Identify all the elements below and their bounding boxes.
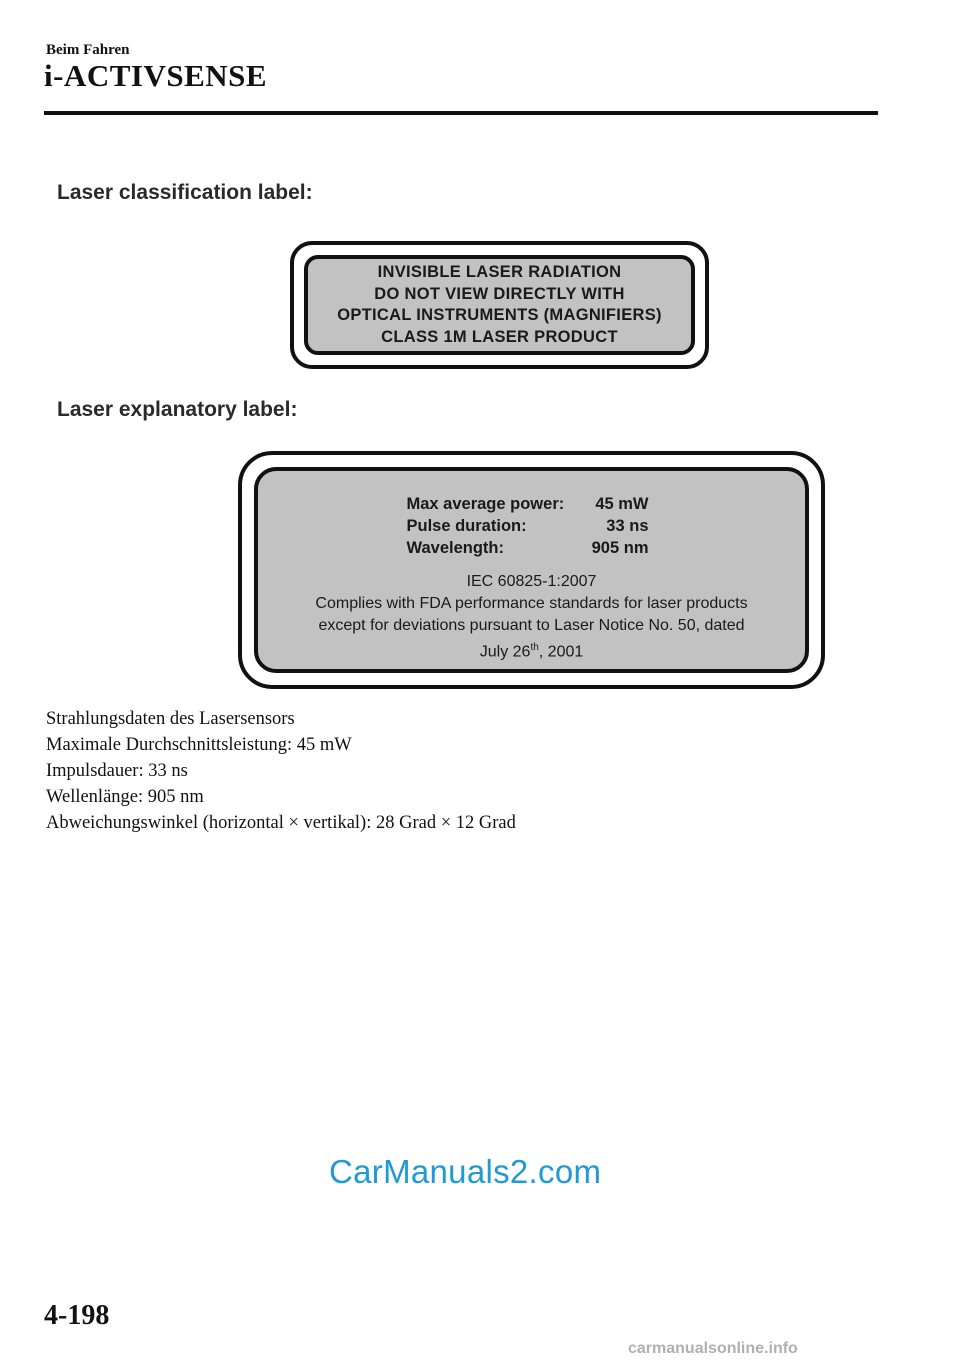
classification-line: INVISIBLE LASER RADIATION — [377, 263, 622, 281]
classification-line: OPTICAL INSTRUMENTS (MAGNIFIERS) — [337, 306, 662, 324]
body-line: Abweichungswinkel (horizontal × vertikal): 28 Grad × 12 Grad — [46, 813, 516, 833]
spec-value: 33 ns — [606, 517, 649, 535]
spec-row-pulse — [407, 515, 657, 537]
body-line: Wellenlänge: 905 nm — [46, 787, 204, 807]
spec-key: Pulse duration: — [406, 517, 527, 535]
section-label: Beim Fahren — [46, 42, 130, 58]
date-prefix: July 26 — [479, 643, 531, 661]
explanatory-label-panel — [254, 467, 809, 673]
explanatory-label-caption: Laser explanatory label: — [57, 398, 298, 421]
spec-value: 45 mW — [595, 495, 649, 513]
watermark: CarManuals2.com — [329, 1153, 602, 1190]
radiation-data-text — [46, 706, 516, 836]
compliance-line: except for deviations pursuant to Laser Notice No. 50, dated — [318, 617, 745, 634]
spec-key: Max average power: — [406, 495, 565, 513]
body-line: Maximale Durchschnittsleistung: 45 mW — [46, 735, 352, 755]
classification-line: DO NOT VIEW DIRECTLY WITH — [374, 284, 625, 303]
compliance-line: Complies with FDA performance standards for laser products — [315, 595, 748, 612]
page-number: 4-198 — [44, 1300, 110, 1331]
spec-value: 905 nm — [591, 539, 649, 557]
spec-row-wavelength — [407, 537, 657, 559]
date-superscript: th — [530, 642, 539, 653]
classification-label-panel — [304, 255, 695, 355]
chapter-title: i-ACTIVSENSE — [44, 58, 268, 93]
footer-source-mark: carmanualsonline.info — [628, 1340, 798, 1357]
laser-classification-label — [290, 241, 709, 369]
spec-row-power — [407, 493, 657, 515]
iec-standard: IEC 60825-1:2007 — [466, 573, 597, 590]
classification-label-caption: Laser classification label: — [57, 181, 313, 204]
date-suffix: , 2001 — [538, 643, 584, 661]
header-divider — [44, 111, 878, 115]
body-line: Impulsdauer: 33 ns — [46, 761, 188, 781]
spec-key: Wavelength: — [406, 539, 504, 557]
laser-explanatory-label — [238, 451, 825, 689]
classification-line: CLASS 1M LASER PRODUCT — [381, 327, 618, 346]
notice-date — [315, 637, 747, 663]
body-line: Strahlungsdaten des Lasersensors — [46, 709, 295, 729]
compliance-block — [315, 571, 747, 663]
